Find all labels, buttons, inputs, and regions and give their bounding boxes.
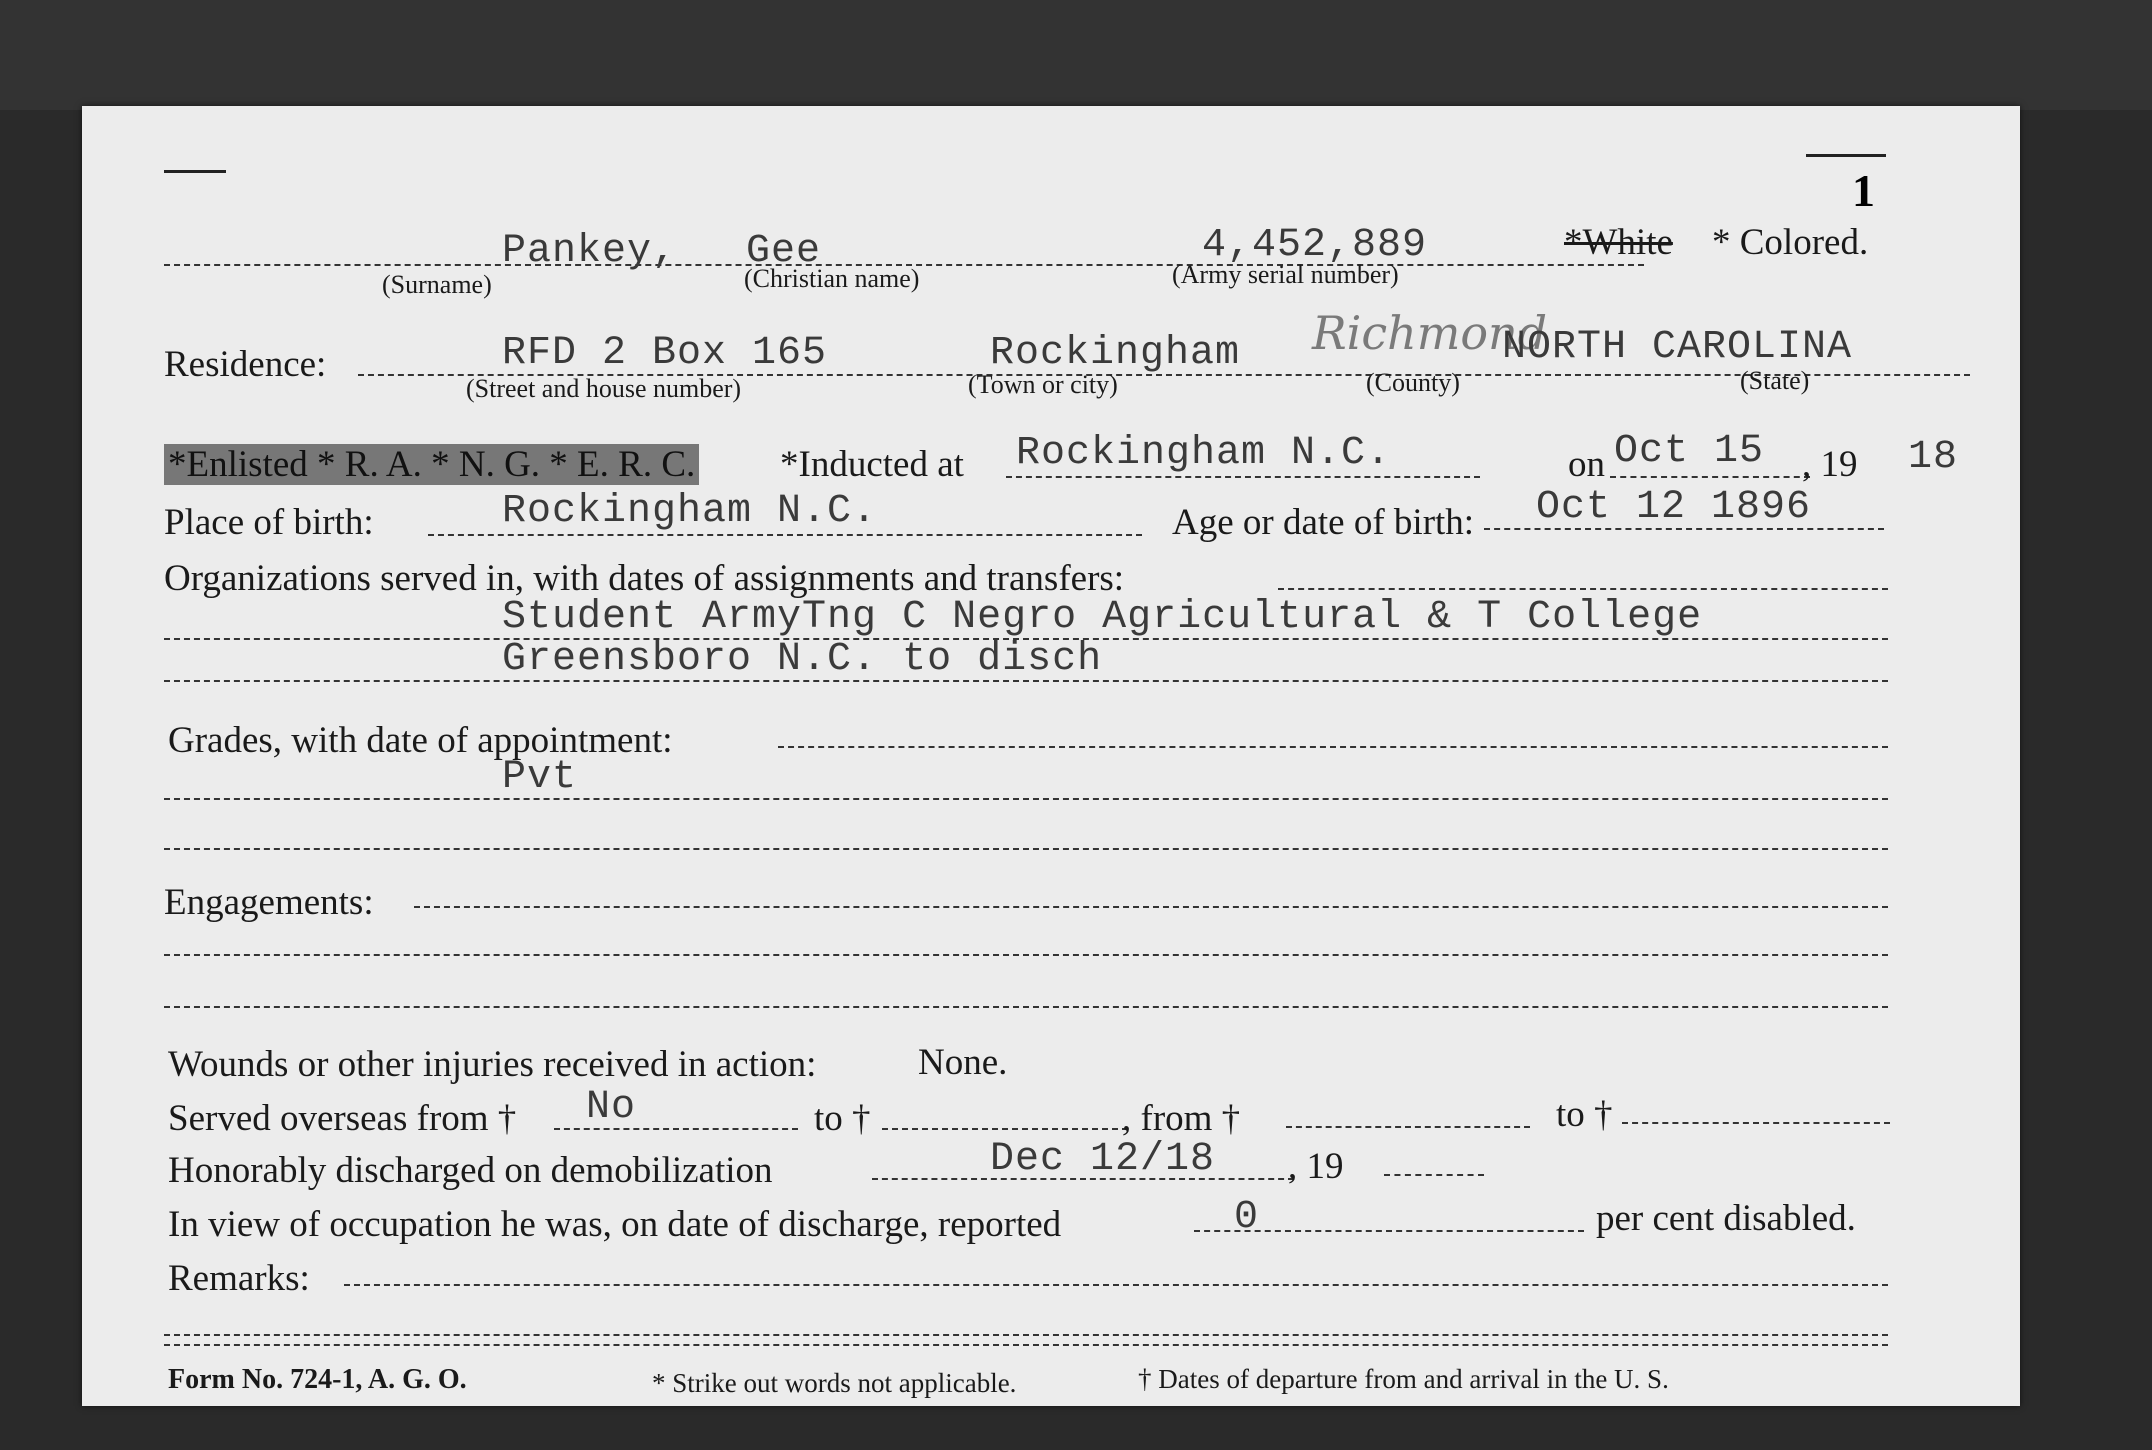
footnote-dates: † Dates of departure from and arrival in the U. S. bbox=[1138, 1364, 1669, 1394]
remarks-line-2 bbox=[164, 1344, 1888, 1346]
overseas-to-line bbox=[882, 1128, 1128, 1130]
inducted-year-prefix: , 19 bbox=[1802, 444, 1858, 485]
number-rule bbox=[1806, 154, 1886, 157]
grades-label: Grades, with date of appointment: bbox=[168, 720, 673, 761]
town-value: Rockingham bbox=[990, 331, 1241, 376]
engagements-line-1 bbox=[164, 954, 1888, 956]
serial-number-value: 4,452,889 bbox=[1202, 223, 1428, 268]
place-of-birth-value: Rockingham N.C. bbox=[502, 489, 878, 534]
christian-name-label: (Christian name) bbox=[744, 264, 920, 293]
inducted-label: *Inducted at bbox=[780, 444, 964, 485]
inducted-year-value: 18 bbox=[1908, 435, 1959, 480]
inducted-place-value: Rockingham N.C. bbox=[1016, 431, 1392, 476]
county-value-handwritten: Richmond bbox=[1312, 306, 1548, 360]
race-white-option: *White bbox=[1564, 222, 1673, 263]
card-number: 1 bbox=[1852, 165, 1875, 216]
overseas-from2-label: , from † bbox=[1122, 1098, 1241, 1139]
on-label: on bbox=[1568, 444, 1605, 485]
enlistment-type-struck: *Enlisted * R. A. * N. G. * E. R. C. bbox=[164, 444, 699, 485]
discharge-year-prefix: , 19 bbox=[1288, 1146, 1344, 1187]
organization-line-2: Greensboro N.C. to disch bbox=[502, 637, 1103, 682]
wounds-label: Wounds or other injuries received in action: bbox=[168, 1044, 817, 1085]
street-value: RFD 2 Box 165 bbox=[502, 331, 828, 376]
enlistment-type-options bbox=[164, 446, 699, 483]
overseas-from-value: No bbox=[586, 1085, 637, 1130]
disability-value: 0 bbox=[1234, 1195, 1260, 1240]
service-record-card bbox=[82, 106, 2020, 1406]
residence-label: Residence: bbox=[164, 344, 327, 385]
overseas-to-label: to † bbox=[814, 1098, 871, 1139]
discharge-date-value: Dec 12/18 bbox=[990, 1137, 1216, 1182]
engagements-line-0 bbox=[414, 906, 1888, 908]
county-label: (County) bbox=[1366, 368, 1460, 397]
inducted-place-line bbox=[1006, 476, 1480, 478]
overseas-to2-label: to † bbox=[1556, 1094, 1613, 1135]
disability-suffix: per cent disabled. bbox=[1596, 1198, 1856, 1239]
remarks-line-1 bbox=[164, 1334, 1888, 1336]
overseas-from2-line bbox=[1286, 1126, 1530, 1128]
overseas-to2-line bbox=[1622, 1122, 1890, 1124]
organization-line-1: Student ArmyTng C Negro Agricultural & T College bbox=[502, 595, 1703, 640]
remarks-label: Remarks: bbox=[168, 1258, 310, 1299]
state-label: (State) bbox=[1740, 366, 1810, 395]
discharge-label: Honorably discharged on demobilization bbox=[168, 1150, 773, 1191]
town-label: (Town or city) bbox=[968, 370, 1118, 399]
wounds-value: None. bbox=[918, 1042, 1008, 1083]
inducted-date-line bbox=[1610, 476, 1810, 478]
grades-line-0 bbox=[778, 746, 1888, 748]
engagements-label: Engagements: bbox=[164, 882, 374, 923]
birth-date-value: Oct 12 1896 bbox=[1536, 485, 1812, 530]
footnote-strike-out: * Strike out words not applicable. bbox=[652, 1368, 1017, 1398]
christian-name-value: Gee bbox=[746, 229, 822, 274]
discharge-year-line bbox=[1384, 1174, 1484, 1176]
place-of-birth-label: Place of birth: bbox=[164, 502, 374, 543]
street-label: (Street and house number) bbox=[466, 374, 742, 403]
state-value: NORTH CAROLINA bbox=[1502, 325, 1853, 370]
overseas-from-label: Served overseas from † bbox=[168, 1098, 517, 1139]
remarks-line-0 bbox=[344, 1284, 1888, 1286]
grade-value: Pvt bbox=[502, 755, 578, 800]
serial-number-label: (Army serial number) bbox=[1172, 260, 1399, 289]
background-strip bbox=[0, 0, 2152, 110]
form-number: Form No. 724-1, A. G. O. bbox=[168, 1364, 467, 1395]
race-colored-option: * Colored. bbox=[1712, 222, 1869, 263]
engagements-line-2 bbox=[164, 1006, 1888, 1008]
place-of-birth-line bbox=[428, 534, 1142, 536]
grades-line-1 bbox=[164, 798, 1888, 800]
corner-rule bbox=[164, 170, 226, 173]
grades-line-2 bbox=[164, 848, 1888, 850]
disability-label: In view of occupation he was, on date of discharge, reported bbox=[168, 1204, 1062, 1245]
birth-date-label: Age or date of birth: bbox=[1172, 502, 1475, 543]
organizations-label: Organizations served in, with dates of assignments and transfers: bbox=[164, 558, 1125, 599]
inducted-date-value: Oct 15 bbox=[1614, 429, 1765, 474]
organizations-line-0 bbox=[1278, 588, 1888, 590]
surname-value: Pankey, bbox=[502, 229, 678, 274]
surname-label: (Surname) bbox=[382, 270, 492, 299]
